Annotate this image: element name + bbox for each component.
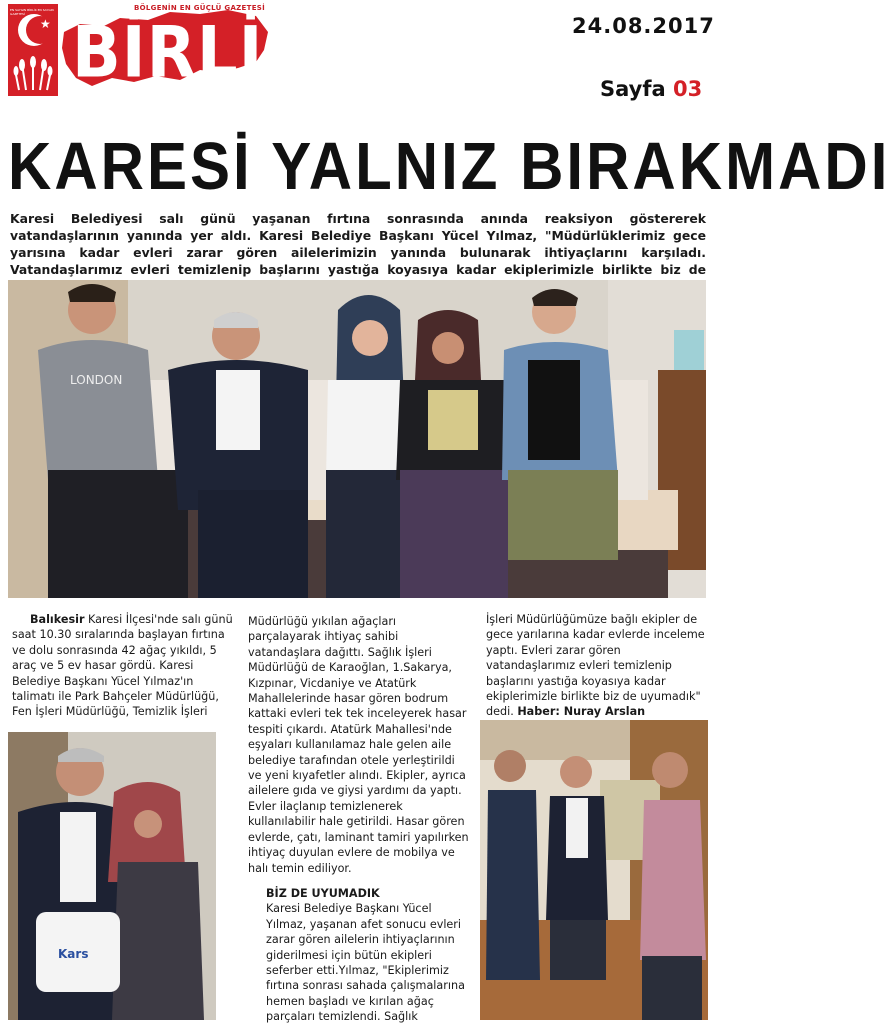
page-number-label (600, 77, 702, 101)
article-lead: Karesi Belediyesi salı günü yaşanan fırtına sonrasında anında reaksiyon göstererek vatandaşlarının yanında yer aldı. Karesi Belediye Başkanı Yücel Yılmaz, "Müdürlüklerimiz gece yarısına kadar evleri zarar gören ailelerimizin yanında bulunarak ihtiyaçlarını karşıladı. Vatandaşlarımız evleri temizlenip başlarını yastığa koyasıya kadar ekiplerimizle birlikte biz de (10, 211, 706, 277)
article-byline: Haber: Nuray Arslan (517, 705, 646, 719)
article-column-3 (486, 612, 708, 720)
page-number: 03 (672, 77, 703, 101)
wheat-emblem-icon (14, 56, 52, 90)
article-column-2-text: Müdürlüğü yıkılan ağaçları parçalayarak ihtiyaç sahibi vatandaşlara dağıttı. Sağlık İşleri Müdürlüğü de Karaoğlan, 1.Sakarya, Kızpınar, Vicdaniye ve Atatürk Mahallelerinde hasar gören bodrum kattaki evleri tek tek inceleyerek hasar tespiti çıkardı. Atatürk Mahallesi'nde eşyaları kullanılamaz hale gelen aile belediye tarafından otele yerleştirildi ve yeni kıyafetler alındı. Ekipler, ayrıca ailelere gıda ve giysi yardımı da yaptı. Evler ilaçlanıp temizlenerek kullanılabilir hale getirildi. Hasar gören evlerde, çatı, laminant tamiri yapılırken ihtiyaç duyulan evlere de mobilya ve halı temin ediliyor. (248, 615, 469, 875)
logo-small-text: EN SAYGIN BİRLİK EN SAYGIN GAZETESİ (10, 8, 54, 16)
bag-text: Kars (58, 947, 89, 961)
article-column-2-text-b: Karesi Belediye Başkanı Yücel Yılmaz, yaşanan afet sonucu evleri zarar gören ailelerin ihtiyaçlarının giderilmesi için bütün ekipleri seferber etti.Yılmaz, "Ekiplerimiz fırtına sonrası sahada çalışmalarına hemen başladı ve kırılan ağaç parçaları temizlendi. Sağlık (266, 902, 465, 1024)
newspaper-name: BİRLİK (72, 12, 315, 95)
aid-photo-left (8, 732, 216, 1020)
article-subheading: BİZ DE UYUMADIK (266, 886, 380, 900)
main-photo (8, 280, 706, 598)
newspaper-logo (8, 4, 58, 96)
page-word: Sayfa (600, 77, 666, 101)
article-column-1-text: Karesi İlçesi'nde salı günü saat 10.30 sıralarında başlayan fırtına ve dolu sonrasında 42 ağaç yıkıldı, 5 araç ve 5 ev hasar gördü. Karesi Belediye Başkanı Yücel Yılmaz'ın talimatı ile Park Bahçeler Müdürlüğü, Fen İşleri Müdürlüğü, Temizlik İşleri (12, 613, 233, 719)
star-icon: ★ (40, 17, 51, 31)
shirt-text: LONDON (70, 373, 123, 387)
visit-photo-right (480, 720, 708, 1020)
article-headline: KARESİ YALNIZ BIRAKMADI (8, 128, 890, 204)
article-dateline: Balıkesir (30, 613, 85, 626)
newspaper-slogan: BÖLGENİN EN GÜÇLÜ GAZETESİ (134, 4, 266, 12)
article-column-3-text: İşleri Müdürlüğümüze bağlı ekipler de gece yarılarına kadar evlerde inceleme yaptı. Evleri zarar gören vatandaşlarımız evleri temizlenip başlarını yastığa koyasıya kadar ekiplerimizle birlikte biz de uyumadık" dedi. (486, 613, 705, 719)
article-column-2 (248, 614, 470, 1025)
article-column-1 (12, 612, 234, 720)
issue-date: 24.08.2017 (572, 14, 715, 38)
